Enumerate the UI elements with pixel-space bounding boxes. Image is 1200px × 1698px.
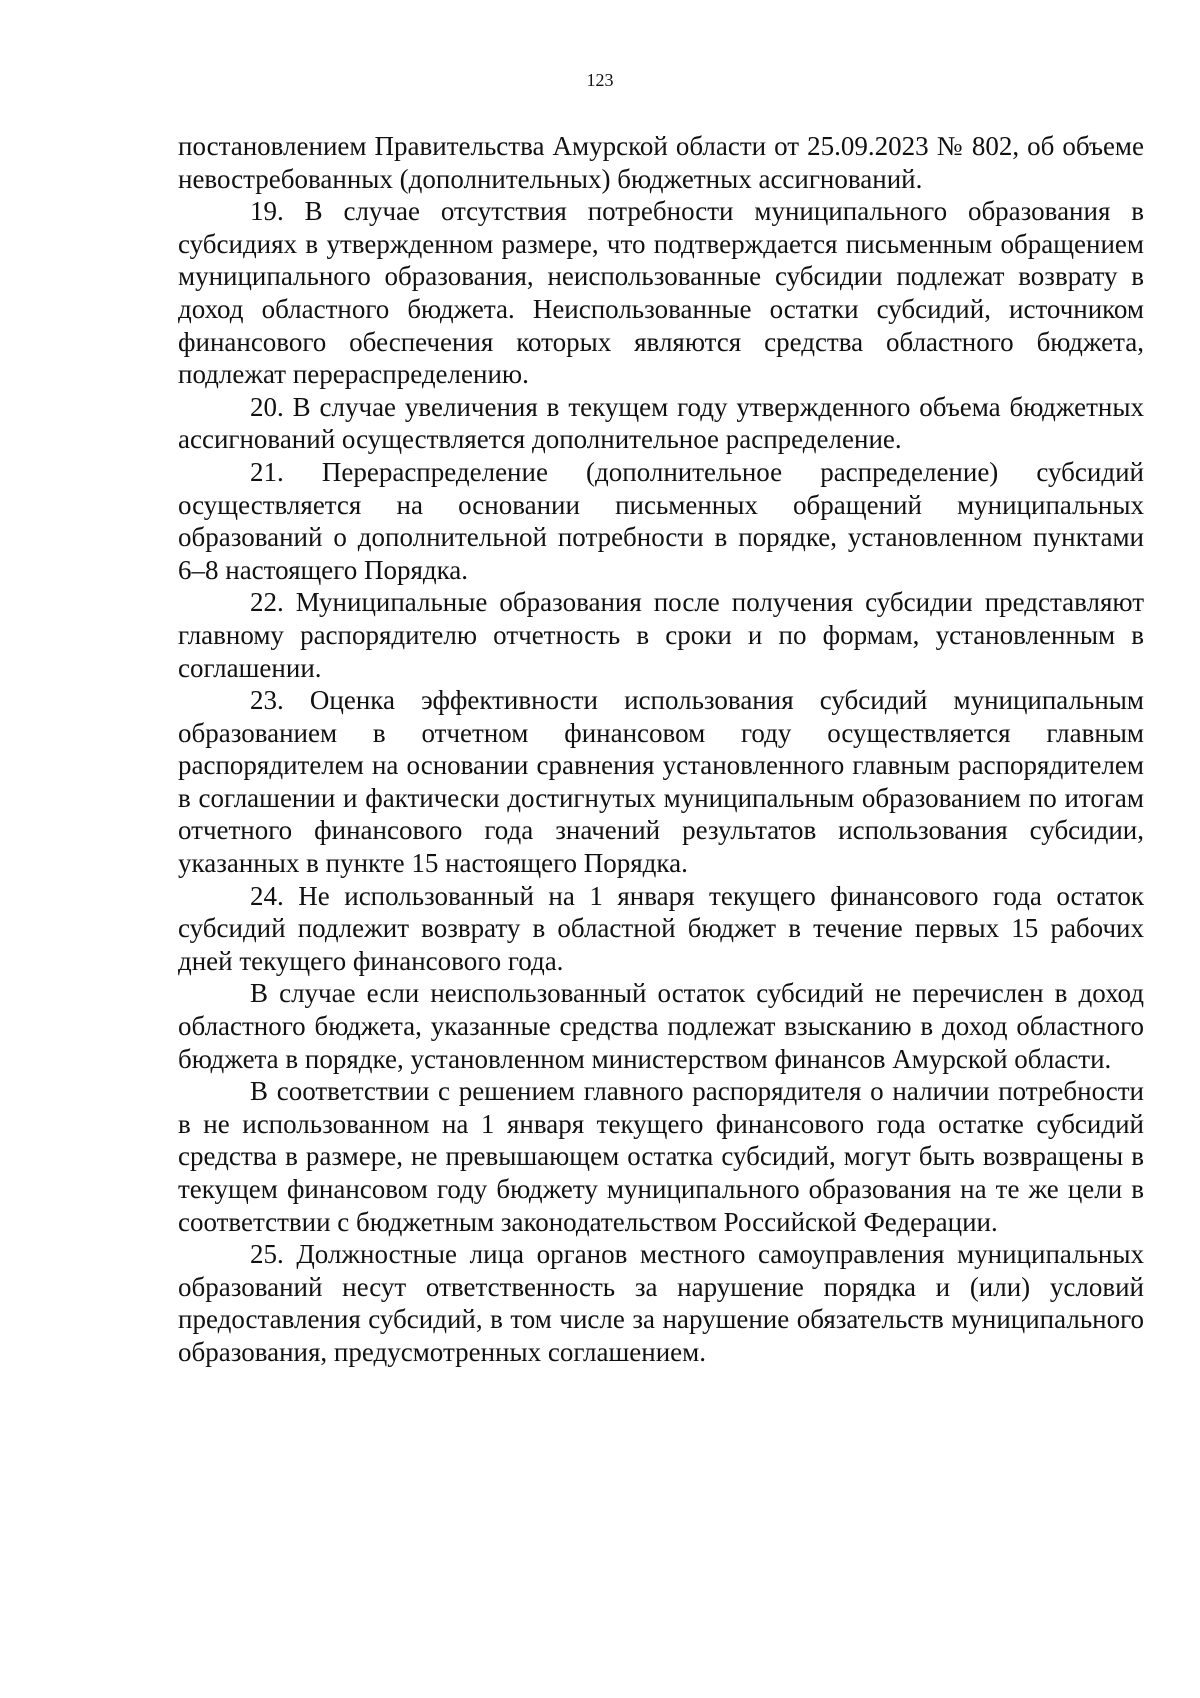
paragraph-19: 19. В случае отсутствия потребности муниципального образования в субсидиях в утвержденном размере, что подтверждается письменным обращением муниципального образования, неиспользованные субсидии подлежат возврату в доход областного бюджета. Неиспользованные остатки субсидий, источником финансового обеспечения которых являются средства областного бюджета, подлежат перераспределению.: [178, 196, 1144, 390]
paragraph-20: 20. В случае увеличения в текущем году утвержденного объема бюджетных ассигнований осуществляется дополнительное распределение.: [178, 391, 1144, 455]
paragraph-25: 25. Должностные лица органов местного самоуправления муниципальных образований несут ответственность за нарушение порядка и (или) условий предоставления субсидий, в том числе за нарушение обязательств муниципального образования, предусмотренных соглашением.: [178, 1239, 1144, 1367]
page-number: 123: [586, 70, 614, 90]
paragraph-continuation: постановлением Правительства Амурской области от 25.09.2023 № 802, об объеме невостребованных (дополнительных) бюджетных ассигнований.: [178, 131, 1144, 194]
paragraph-24-part-3: В соответствии с решением главного распорядителя о наличии потребности в не использованном на 1 января текущего финансового года остатке субсидий средства в размере, не превышающем остатка субсидий, могут быть возвращены в текущем финансовом году бюджету муниципального образования на те же цели в соответствии с бюджетным законодательством Российской Федерации.: [178, 1076, 1144, 1237]
document-body: [178, 130, 1144, 1369]
paragraph-23: 23. Оценка эффективности использования субсидий муниципальным образованием в отчетном финансовом году осуществляется главным распорядителем на основании сравнения установленного главным распорядителем в соглашении и фактически достигнутых муниципальным образованием по итогам отчетного финансового года значений результатов использования субсидии, указанных в пункте 15 настоящего Порядка.: [178, 685, 1144, 879]
paragraph-22: 22. Муниципальные образования после получения субсидии представляют главному распорядителю отчетность в сроки и по формам, установленным в соглашении.: [178, 587, 1144, 683]
paragraph-24-part-2: В случае если неиспользованный остаток субсидий не перечислен в доход областного бюджета, указанные средства подлежат взысканию в доход областного бюджета в порядке, установленном министерством финансов Амурской области.: [178, 978, 1144, 1074]
paragraph-21: 21. Перераспределение (дополнительное распределение) субсидий осуществляется на основании письменных обращений муниципальных образований о дополнительной потребности в порядке, установленном пунктами 6–8 настоящего Порядка.: [178, 456, 1144, 585]
paragraph-24: 24. Не использованный на 1 января текущего финансового года остаток субсидий подлежит возврату в областной бюджет в течение первых 15 рабочих дней текущего финансового года.: [178, 880, 1144, 976]
